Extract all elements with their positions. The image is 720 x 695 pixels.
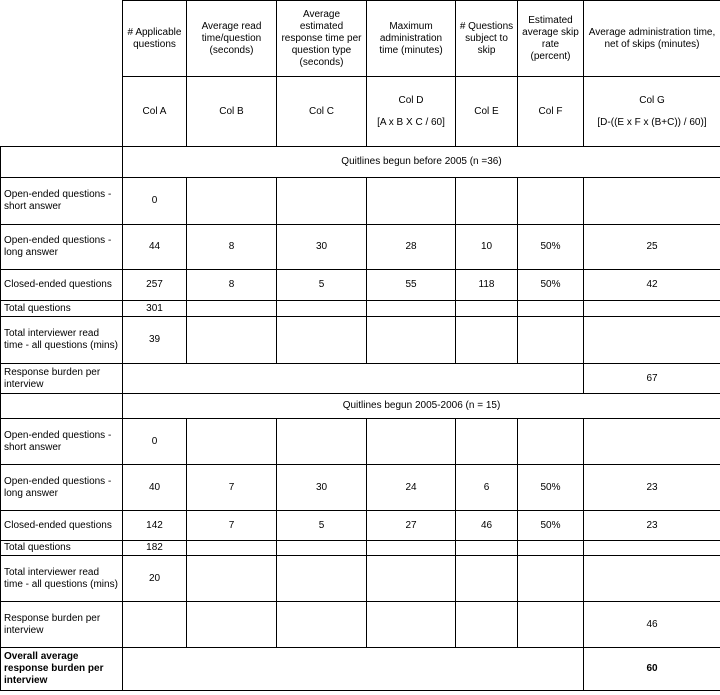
cell-col-e	[456, 556, 518, 602]
col-code-d	[367, 77, 456, 147]
cell-col-a: 0	[123, 178, 187, 225]
cell-col-c: 5	[277, 270, 367, 301]
table-row	[1, 419, 720, 465]
table-row	[1, 301, 720, 317]
cell-col-c	[277, 317, 367, 364]
cell-col-g	[584, 317, 720, 364]
table-row	[1, 270, 720, 301]
cell-col-c: 30	[277, 225, 367, 270]
header-col-e: # Questions subject to skip	[456, 1, 518, 77]
cell-col-a: 0	[123, 419, 187, 465]
cell-col-c: 5	[277, 511, 367, 541]
cell-col-f	[518, 317, 584, 364]
section-1-title-row	[1, 147, 720, 178]
cell-col-f	[518, 541, 584, 556]
cell-col-e: 46	[456, 511, 518, 541]
col-code-d-formula: [A x B X C / 60]	[377, 116, 445, 128]
section-2-title-spacer	[1, 394, 123, 419]
cell-col-g: 23	[584, 465, 720, 511]
cell-col-b: 7	[187, 511, 277, 541]
header-col-a: # Applicable questions	[123, 1, 187, 77]
cell-col-b	[187, 556, 277, 602]
col-code-c: Col C	[277, 77, 367, 147]
cell-col-b	[187, 178, 277, 225]
section-2-title: Quitlines begun 2005-2006 (n = 15)	[123, 394, 720, 419]
col-code-g	[584, 77, 720, 147]
table-row	[1, 178, 720, 225]
table-row	[1, 225, 720, 270]
cell-col-f	[518, 178, 584, 225]
cell-col-d	[367, 419, 456, 465]
burden-label: Response burden per interview	[1, 364, 123, 394]
table-row	[1, 317, 720, 364]
cell-col-f	[518, 556, 584, 602]
cell-col-d	[367, 317, 456, 364]
cell-col-b	[187, 419, 277, 465]
cell-col-g	[584, 178, 720, 225]
overall-label: Overall average response burden per interview	[1, 648, 123, 691]
cell-col-b: 8	[187, 270, 277, 301]
cell-col-e: 10	[456, 225, 518, 270]
overall-spacer	[123, 648, 584, 691]
col-code-g-formula: [D-((E x F x (B+C)) / 60)]	[597, 116, 707, 128]
cell-col-b	[187, 317, 277, 364]
corner-cell	[1, 1, 123, 147]
cell-col-a: 44	[123, 225, 187, 270]
cell-col-g: 23	[584, 511, 720, 541]
col-code-b: Col B	[187, 77, 277, 147]
header-row	[1, 1, 720, 77]
burden-spacer	[123, 364, 584, 394]
cell-col-c	[277, 178, 367, 225]
header-col-d: Maximum administration time (minutes)	[367, 1, 456, 77]
cell-col-a: 40	[123, 465, 187, 511]
cell-col-e	[456, 317, 518, 364]
cell-col-f: 50%	[518, 465, 584, 511]
cell-col-f	[518, 301, 584, 317]
row-label: Open-ended questions - short answer	[1, 178, 123, 225]
cell-col-a: 301	[123, 301, 187, 317]
cell-col-d: 55	[367, 270, 456, 301]
burden-value: 67	[584, 364, 720, 394]
col-code-e: Col E	[456, 77, 518, 147]
row-label: Total interviewer read time - all questions (mins)	[1, 317, 123, 364]
cell-col-c	[277, 556, 367, 602]
cell-col-e: 6	[456, 465, 518, 511]
overall-row	[1, 648, 720, 691]
col-code-g-label: Col G	[639, 94, 665, 106]
row-label: Open-ended questions - short answer	[1, 419, 123, 465]
cell-col-c	[277, 541, 367, 556]
header-col-c: Average estimated response time per question type (seconds)	[277, 1, 367, 77]
cell-col-e	[456, 301, 518, 317]
burden-empty-cell	[518, 602, 584, 648]
row-label: Open-ended questions - long answer	[1, 465, 123, 511]
cell-col-a: 39	[123, 317, 187, 364]
row-label: Total interviewer read time - all questions (mins)	[1, 556, 123, 602]
row-label: Total questions	[1, 301, 123, 317]
cell-col-d	[367, 541, 456, 556]
row-label: Closed-ended questions	[1, 511, 123, 541]
burden-empty-cell	[367, 602, 456, 648]
cell-col-e	[456, 541, 518, 556]
overall-value: 60	[584, 648, 720, 691]
cell-col-d: 27	[367, 511, 456, 541]
cell-col-d	[367, 301, 456, 317]
table-row	[1, 556, 720, 602]
section-1-burden-row	[1, 364, 720, 394]
header-col-f: Estimated average skip rate (percent)	[518, 1, 584, 77]
cell-col-g	[584, 419, 720, 465]
cell-col-g	[584, 556, 720, 602]
row-label: Open-ended questions - long answer	[1, 225, 123, 270]
cell-col-d	[367, 556, 456, 602]
section-1-title: Quitlines begun before 2005 (n =36)	[123, 147, 720, 178]
row-label: Closed-ended questions	[1, 270, 123, 301]
burden-empty-cell	[187, 602, 277, 648]
cell-col-c	[277, 301, 367, 317]
section-2-title-row	[1, 394, 720, 419]
cell-col-f: 50%	[518, 225, 584, 270]
cell-col-f: 50%	[518, 270, 584, 301]
cell-col-g	[584, 301, 720, 317]
cell-col-e	[456, 178, 518, 225]
table-row	[1, 511, 720, 541]
cell-col-d: 28	[367, 225, 456, 270]
cell-col-b	[187, 301, 277, 317]
cell-col-a: 142	[123, 511, 187, 541]
burden-label: Response burden per interview	[1, 602, 123, 648]
cell-col-d: 24	[367, 465, 456, 511]
cell-col-g	[584, 541, 720, 556]
row-label: Total questions	[1, 541, 123, 556]
table-row	[1, 465, 720, 511]
col-code-f: Col F	[518, 77, 584, 147]
table-row	[1, 541, 720, 556]
cell-col-f	[518, 419, 584, 465]
section-1-title-spacer	[1, 147, 123, 178]
col-code-a: Col A	[123, 77, 187, 147]
cell-col-d	[367, 178, 456, 225]
cell-col-f: 50%	[518, 511, 584, 541]
cell-col-a: 257	[123, 270, 187, 301]
cell-col-c: 30	[277, 465, 367, 511]
cell-col-g: 42	[584, 270, 720, 301]
cell-col-b: 7	[187, 465, 277, 511]
cell-col-b: 8	[187, 225, 277, 270]
header-col-g: Average administration time, net of skips (minutes)	[584, 1, 720, 77]
section-2-burden-row	[1, 602, 720, 648]
cell-col-c	[277, 419, 367, 465]
burden-empty-cell	[123, 602, 187, 648]
header-col-b: Average read time/question (seconds)	[187, 1, 277, 77]
col-code-d-label: Col D	[398, 94, 424, 106]
burden-empty-cell	[277, 602, 367, 648]
cell-col-g: 25	[584, 225, 720, 270]
cell-col-a: 20	[123, 556, 187, 602]
burden-value: 46	[584, 602, 720, 648]
cell-col-b	[187, 541, 277, 556]
cell-col-e	[456, 419, 518, 465]
cell-col-e: 118	[456, 270, 518, 301]
burden-empty-cell	[456, 602, 518, 648]
cell-col-a: 182	[123, 541, 187, 556]
